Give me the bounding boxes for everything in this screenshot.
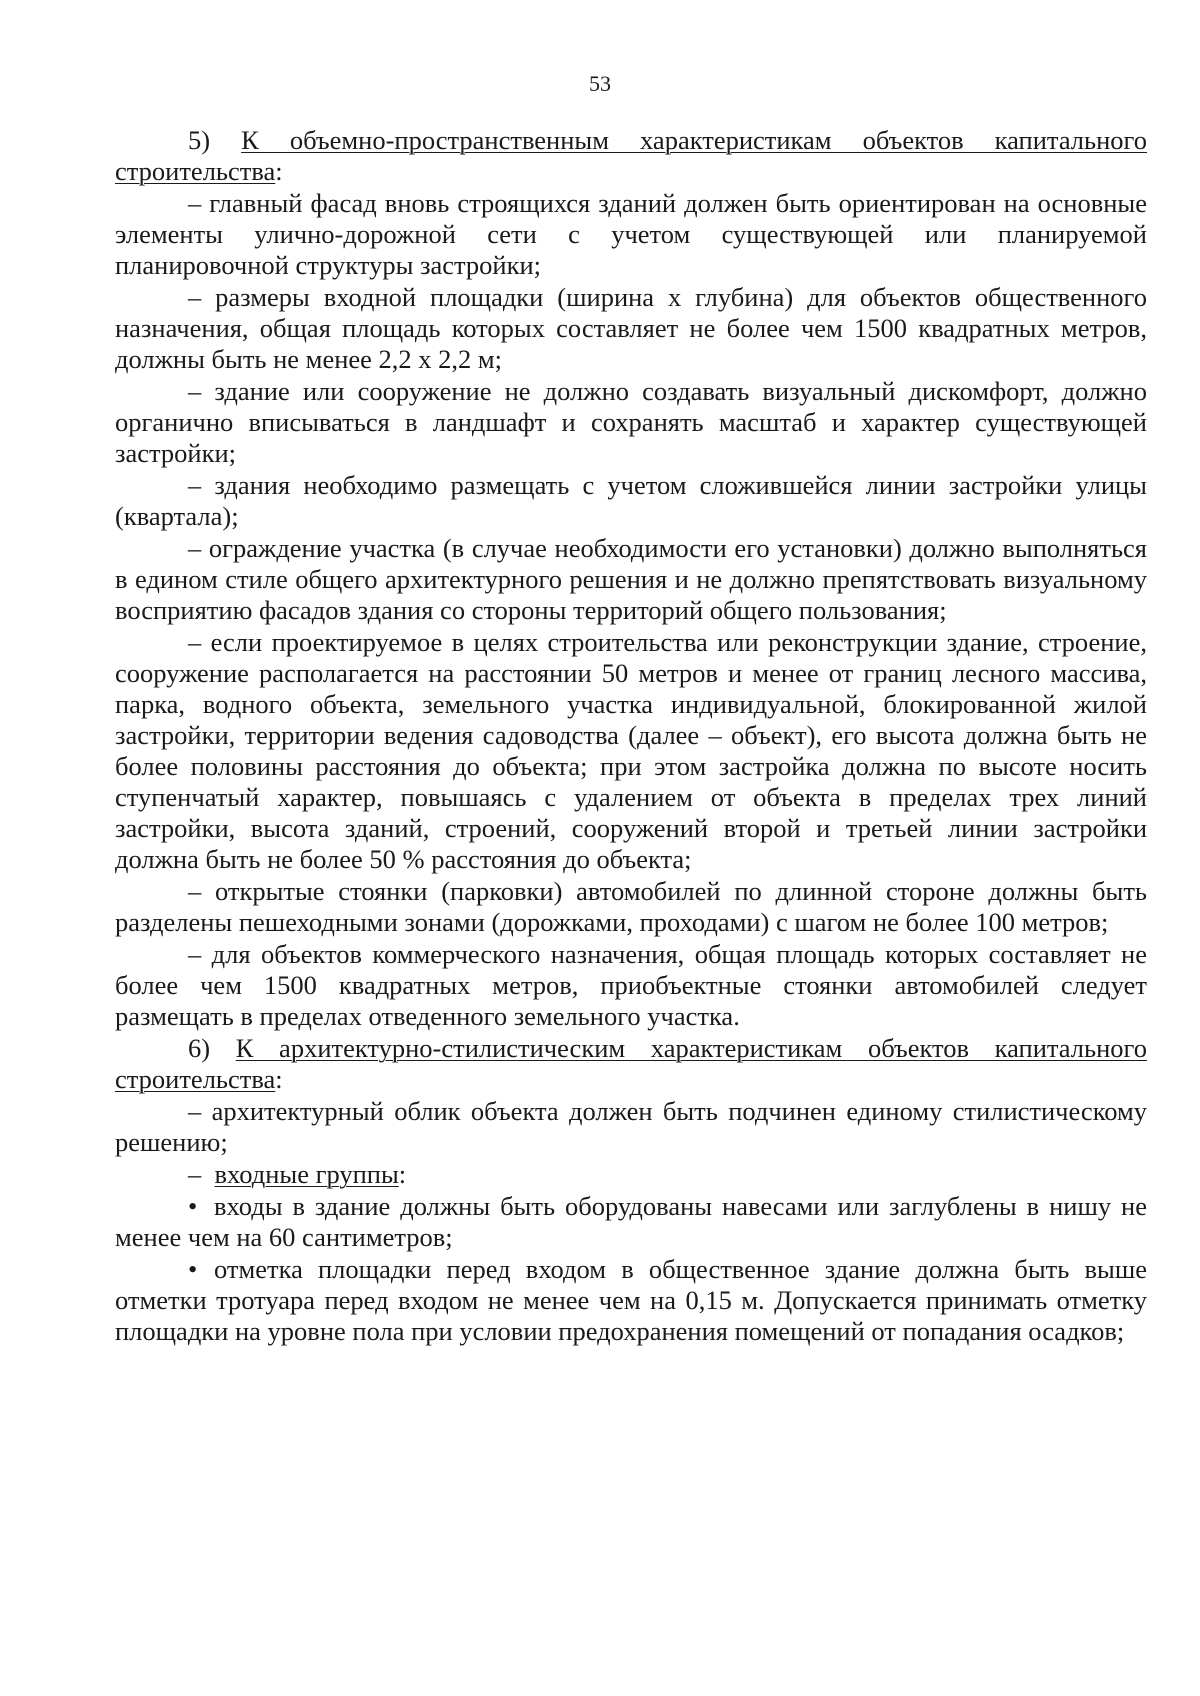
bullet-icon: • [188,1191,198,1221]
page-number: 53 [589,71,611,96]
section-number: 6) [188,1033,211,1063]
bullet-icon: • [188,1254,198,1284]
section-5-heading [115,125,1147,187]
list-item: – ограждение участка (в случае необходимости его установки) должно выполняться в едином стиле общего архитектурного решения и не должно препятствовать визуальному восприятию фасадов здания со стороны территорий общего пользования; [115,533,1147,625]
bullet-item [115,1191,1147,1253]
section-number: 5) [188,125,211,155]
list-item: – открытые стоянки (парковки) автомобилей по длинной стороне должны быть разделены пешеходными зонами (дорожками, проходами) с шагом не более 100 метров; [115,876,1147,937]
list-item: – здания необходимо размещать с учетом сложившейся линии застройки улицы (квартала); [115,470,1147,531]
list-item: – размеры входной площадки (ширина х глубина) для объектов общественного назначения, общая площадь которых составляет не более чем 1500 квадратных метров, должны быть не менее 2,2 х 2,2 м; [115,282,1147,374]
bullet-text: отметка площадки перед входом в общественное здание должна быть выше отметки тротуара перед входом не менее чем на 0,15 м. Допускается принимать отметку площадки на уровне пола при условии предохранения помещений от попадания осадков; [115,1254,1147,1346]
dash: – [188,1159,202,1189]
list-item: – архитектурный облик объекта должен быть подчинен единому стилистическому решению; [115,1096,1147,1157]
section-heading-text: К архитектурно-стилистическим характеристикам объектов капитального строительства [115,1033,1147,1094]
section-6-heading [115,1033,1147,1095]
list-item: – если проектируемое в целях строительства или реконструкции здание, строение, сооружение располагается на расстоянии 50 метров и менее от границ лесного массива, парка, водного объекта, земельного участка индивидуальной, блокированной жилой застройки, территории ведения садоводства (далее – объект), его высота должна быть не более половины расстояния до объекта; при этом застройка должна по высоте носить ступенчатый характер, повышаясь с удалением от объекта в пределах трех линий застройки, высота зданий, строений, сооружений второй и третьей линии застройки должна быть не более 50 % расстояния до объекта; [115,627,1147,874]
list-item: – для объектов коммерческого назначения, общая площадь которых составляет не более чем 1500 квадратных метров, приобъектные стоянки автомобилей следует размещать в пределах отведенного земельного участка. [115,939,1147,1031]
document-body [115,125,1147,1348]
subgroup-label: входные группы [214,1159,399,1189]
subgroup-colon: : [398,1159,407,1189]
heading-colon: : [275,156,283,186]
section-heading-text: К объемно-пространственным характеристикам объектов капитального строительства [115,125,1148,186]
subgroup-heading [115,1159,1147,1190]
heading-colon: : [275,1064,283,1094]
bullet-text: входы в здание должны быть оборудованы навесами или заглублены в нишу не менее чем на 60 сантиметров; [115,1191,1147,1252]
bullet-item [115,1254,1147,1347]
list-item: – главный фасад вновь строящихся зданий должен быть ориентирован на основные элементы улично-дорожной сети с учетом существующей или планируемой планировочной структуры застройки; [115,188,1147,280]
list-item: – здание или сооружение не должно создавать визуальный дискомфорт, должно органично вписываться в ландшафт и сохранять масштаб и характер существующей застройки; [115,376,1147,468]
